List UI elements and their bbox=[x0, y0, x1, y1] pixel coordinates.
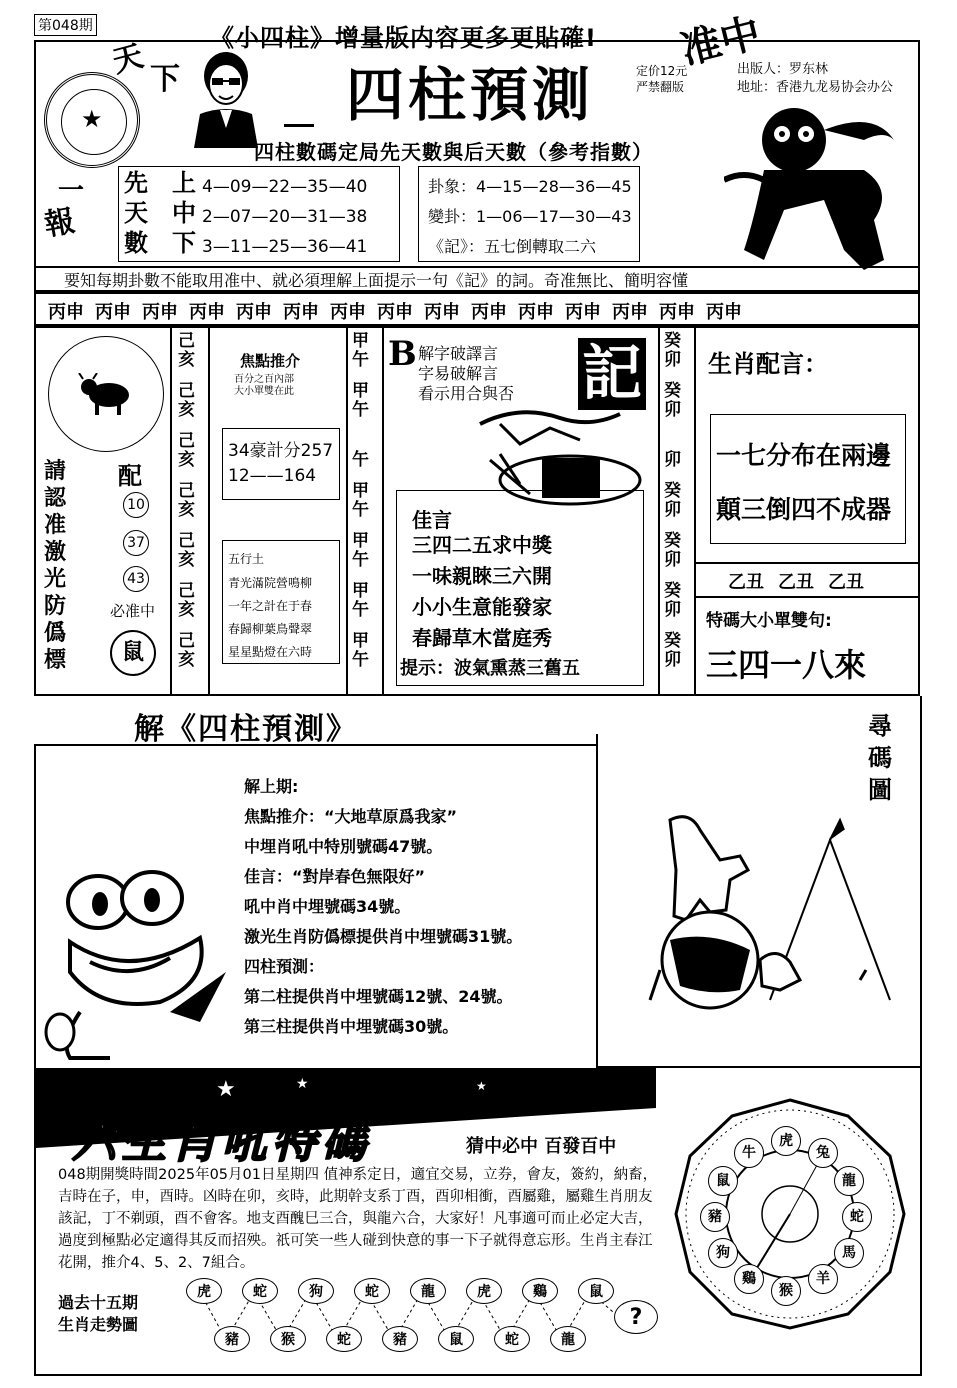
ox-icon bbox=[77, 373, 137, 417]
guimao-divider-left bbox=[658, 326, 660, 696]
jihai-divider-left bbox=[170, 326, 172, 696]
jiayan-hint: 提示：波氣熏蒸三舊五 bbox=[400, 658, 580, 679]
solution-title-underline bbox=[34, 744, 596, 746]
jihai-item: 己亥 bbox=[178, 631, 195, 670]
b-line: 解字破譯言 bbox=[418, 344, 499, 363]
jiayan-lines bbox=[412, 530, 552, 654]
jiawu-item: 甲午 bbox=[352, 631, 369, 670]
anti-fake-char: 標 bbox=[44, 647, 67, 673]
focus-title: 焦點推介 bbox=[240, 352, 301, 370]
side-text bbox=[868, 710, 892, 806]
wheel-item: 龍 bbox=[834, 1166, 864, 1196]
gua-row: 《記》：五七倒轉取二六 bbox=[428, 237, 597, 256]
stamp-char-2: 下 bbox=[150, 62, 180, 97]
camel-scene-image bbox=[630, 800, 900, 1040]
jiayan-line: 春歸草木當庭秀 bbox=[412, 626, 552, 650]
side-char: 尋 bbox=[868, 711, 892, 740]
address-label: 地址：香港九龙易协会办公 bbox=[737, 80, 894, 95]
guimao-item: 癸卯 bbox=[664, 481, 681, 520]
wheel-item: 鷄 bbox=[734, 1264, 764, 1294]
trend-bottom-item: 猴 bbox=[270, 1326, 306, 1352]
ji-character: 記 bbox=[578, 338, 646, 410]
yichou-bottom-divider bbox=[694, 596, 920, 598]
bingshen-item: 丙申 bbox=[95, 302, 131, 323]
solution-line: 第二柱提供肖中埋號碼12號、24號。 bbox=[244, 987, 513, 1006]
jiayan-line: 小小生意能發家 bbox=[412, 595, 552, 619]
zodiac-line1: 一七分布在兩邊 bbox=[716, 441, 892, 470]
jihai-item: 己亥 bbox=[178, 531, 195, 570]
label-tian: 天 bbox=[124, 199, 148, 227]
xiantian-row: 2—07—20—31—38 bbox=[202, 207, 368, 227]
wheel-item: 蛇 bbox=[842, 1202, 872, 1232]
corner-stamp: 准中 bbox=[676, 8, 766, 74]
zodiac-title: 生肖配言： bbox=[708, 350, 828, 378]
top-banner: 《小四柱》增量版内容更多更貼確! bbox=[210, 24, 597, 52]
gua-rows bbox=[428, 172, 632, 262]
wuxing-line: 春歸柳葉鳥聲翠 bbox=[228, 622, 313, 636]
b-line: 字易破解言 bbox=[418, 364, 499, 383]
b-letter: B bbox=[388, 334, 417, 374]
jiayan-title: 佳言 bbox=[412, 508, 452, 532]
trend-bottom-item: 豬 bbox=[214, 1326, 250, 1352]
jiayan-line: 一味親睞三六開 bbox=[412, 564, 552, 588]
script-title: 六生肖吼特碼 bbox=[72, 1117, 372, 1168]
bingshen-item: 丙申 bbox=[48, 302, 84, 323]
ox-badge bbox=[48, 336, 164, 452]
gua-row: 變卦：1—06—17—30—43 bbox=[428, 207, 632, 226]
jiawu-item: 甲午 bbox=[352, 331, 369, 370]
trend-top-item: 蛇 bbox=[354, 1278, 390, 1304]
stamp-char-1: 天 bbox=[108, 38, 147, 81]
label-zhong: 中 bbox=[172, 199, 196, 227]
wheel-item: 馬 bbox=[834, 1238, 864, 1268]
jiayan-line: 三四二五求中獎 bbox=[412, 533, 552, 557]
jiawu-list bbox=[352, 332, 376, 682]
guimao-item: 癸卯 bbox=[664, 581, 681, 620]
yichou-list bbox=[728, 568, 864, 594]
trend-bottom-item: 蛇 bbox=[494, 1326, 530, 1352]
gua-row: 卦象：4—15—28—36—45 bbox=[428, 177, 632, 196]
stamp-char-3: 一 bbox=[58, 176, 85, 206]
right-frame-border bbox=[920, 696, 922, 1066]
jiawu-item: 甲午 bbox=[352, 481, 369, 520]
anti-fake-char: 防 bbox=[44, 593, 67, 619]
pei-label: 配 bbox=[118, 462, 142, 490]
guimao-item: 癸卯 bbox=[664, 531, 681, 570]
wheel-item: 兔 bbox=[808, 1138, 838, 1168]
trend-question: ? bbox=[614, 1300, 658, 1334]
solution-lines bbox=[244, 772, 522, 1042]
focus-sub2: 大小單雙在此 bbox=[234, 386, 294, 397]
yichou-item: 乙丑 bbox=[728, 572, 764, 593]
number-circle: 10 bbox=[123, 492, 149, 518]
bingshen-item: 丙申 bbox=[142, 302, 178, 323]
publisher-label: 出版人：罗东林 bbox=[737, 62, 829, 77]
solution-line: 解上期: bbox=[244, 777, 299, 796]
jihai-list bbox=[178, 332, 202, 682]
stamp-char-4: 報 bbox=[41, 203, 78, 244]
bingshen-item: 丙申 bbox=[236, 302, 272, 323]
side-char: 圖 bbox=[868, 775, 892, 804]
bottom-paragraph: 048期開獎時間2025年05月01日星期四 值神系定日，適宜交易，立券，會友，簽約，納畜，吉時在子，申，酉時。凶時在卯，亥時，此期幹支系丁酉，酉卯相衝，酉屬雞，屬雞生肖朋友該記，丁不剃頭，酉不會客。地支酉醜巳三合，與龍六合，大家好！凡事適可而止必定大吉，過度到極點必定適得其反而招殃。祇可笑一些人碰到快意的事一下子就得意忘形。生肖主春江花開，推介4、5、2、7組合。 bbox=[58, 1167, 658, 1271]
bingshen-item: 丙申 bbox=[189, 302, 225, 323]
slogan: 猜中必中 百發百中 bbox=[466, 1136, 617, 1157]
copyright-label: 严禁翻版 bbox=[636, 80, 685, 94]
solution-line: 中埋肖吼中特別號碼47號。 bbox=[244, 837, 443, 856]
focus-line1: 34豪計分257 bbox=[228, 441, 334, 461]
bingshen-list bbox=[48, 298, 742, 324]
wheel-item: 猴 bbox=[771, 1276, 801, 1306]
jiawu-item: 甲午 bbox=[352, 581, 369, 620]
jiawu-item: 午 bbox=[352, 450, 369, 470]
label-xia: 下 bbox=[172, 229, 196, 257]
number-circle: 43 bbox=[123, 566, 149, 592]
trend-top-item: 鼠 bbox=[578, 1278, 614, 1304]
solution-line: 第三柱提供肖中埋號碼30號。 bbox=[244, 1017, 459, 1036]
subtitle: 四柱數碼定局先天數與后天數（參考指數） bbox=[254, 140, 653, 164]
bingshen-item: 丙申 bbox=[659, 302, 695, 323]
special-text: 三四一八來 bbox=[706, 646, 867, 684]
label-xian: 先 bbox=[124, 169, 148, 197]
guimao-item: 卯 bbox=[664, 450, 681, 470]
solution-line: 激光生肖防僞標提供肖中埋號碼31號。 bbox=[244, 927, 523, 946]
xiantian-right-labels bbox=[172, 168, 196, 258]
wheel-item: 羊 bbox=[808, 1264, 838, 1294]
b-line: 看示用合與否 bbox=[418, 384, 515, 403]
jiawu-divider-right bbox=[382, 326, 384, 696]
solution-title: 解《四柱預測》 bbox=[134, 712, 358, 747]
lion-image bbox=[724, 100, 914, 290]
anti-fake-char: 激 bbox=[44, 539, 67, 565]
bingshen-item: 丙申 bbox=[424, 302, 460, 323]
anti-fake-vertical bbox=[44, 458, 66, 674]
solution-right-border bbox=[596, 734, 598, 1066]
anti-fake-char: 光 bbox=[44, 566, 67, 592]
wheel-item: 豬 bbox=[700, 1202, 730, 1232]
guimao-item: 癸卯 bbox=[664, 331, 681, 370]
trend-bottom-item: 龍 bbox=[550, 1326, 586, 1352]
jihai-item: 己亥 bbox=[178, 581, 195, 620]
solution-line: 吼中肖中埋號碼34號。 bbox=[244, 897, 411, 916]
bizhun-label: 必准中 bbox=[110, 602, 156, 620]
label-shang: 上 bbox=[172, 169, 196, 197]
portrait-image bbox=[186, 48, 266, 148]
bingshen-item: 丙申 bbox=[377, 302, 413, 323]
jiawu-item: 甲午 bbox=[352, 381, 369, 420]
wheel-item: 狗 bbox=[708, 1238, 738, 1268]
svg-text:★: ★ bbox=[216, 1077, 236, 1102]
focus-line2: 12——164 bbox=[228, 466, 317, 486]
xiantian-rows bbox=[202, 172, 367, 262]
wuxing-lines bbox=[228, 572, 312, 664]
jihai-item: 己亥 bbox=[178, 331, 195, 370]
subtitle-dash bbox=[284, 124, 314, 127]
anti-fake-char: 認 bbox=[44, 485, 67, 511]
yichou-item: 乙丑 bbox=[778, 572, 814, 593]
jihai-item: 己亥 bbox=[178, 481, 195, 520]
trend-bottom-item: 豬 bbox=[382, 1326, 418, 1352]
side-char: 碼 bbox=[868, 743, 892, 772]
trend-top-item: 蛇 bbox=[242, 1278, 278, 1304]
xiantian-row: 4—09—22—35—40 bbox=[202, 177, 368, 197]
bingshen-item: 丙申 bbox=[612, 302, 648, 323]
number-circle: 37 bbox=[123, 530, 149, 556]
anti-fake-char: 准 bbox=[44, 512, 67, 538]
wuxing-title: 五行土 bbox=[228, 552, 265, 566]
jihai-divider-right bbox=[208, 326, 210, 696]
notice-text: 要知每期卦數不能取用准中、就必須理解上面提示一句《記》的詞。奇准無比、簡明容懂 bbox=[64, 271, 689, 290]
trend-top-item: 鷄 bbox=[522, 1278, 558, 1304]
solution-line: 四柱預測： bbox=[244, 957, 325, 976]
bingshen-item: 丙申 bbox=[518, 302, 554, 323]
wheel-item: 鼠 bbox=[708, 1166, 738, 1196]
guimao-item: 癸卯 bbox=[664, 631, 681, 670]
past-label-1: 過去十五期 bbox=[58, 1293, 139, 1312]
jihai-item: 己亥 bbox=[178, 381, 195, 420]
bingshen-item: 丙申 bbox=[565, 302, 601, 323]
main-title: 四柱預測 bbox=[346, 61, 595, 129]
wheel-item: 虎 bbox=[771, 1126, 801, 1156]
bingshen-item: 丙申 bbox=[283, 302, 319, 323]
yichou-item: 乙丑 bbox=[828, 572, 864, 593]
guimao-list bbox=[664, 332, 688, 682]
trend-top-item: 龍 bbox=[410, 1278, 446, 1304]
animal-circle: 鼠 bbox=[110, 630, 156, 676]
solution-line: 佳言：“對岸春色無限好” bbox=[244, 867, 426, 886]
stamp-star-icon: ★ bbox=[81, 105, 103, 133]
jiawu-item: 甲午 bbox=[352, 531, 369, 570]
xiantian-row: 3—11—25—36—41 bbox=[202, 237, 368, 257]
label-shu: 數 bbox=[124, 229, 148, 257]
trend-bottom-item: 蛇 bbox=[326, 1326, 362, 1352]
wuxing-line: 一年之計在于春 bbox=[228, 599, 313, 613]
wuxing-line: 青光滿院營鳴柳 bbox=[228, 576, 313, 590]
svg-text:★: ★ bbox=[476, 1079, 487, 1093]
wheel-item: 牛 bbox=[734, 1138, 764, 1168]
solution-line: 焦點推介：“大地草原爲我家” bbox=[244, 807, 458, 826]
focus-sub1: 百分之百內部 bbox=[234, 374, 294, 385]
zodiac-line2: 顛三倒四不成器 bbox=[716, 495, 892, 524]
bingshen-item: 丙申 bbox=[706, 302, 742, 323]
solution-left-border bbox=[34, 744, 36, 1066]
issue-label: 第048期 bbox=[34, 14, 97, 36]
price-label: 定价12元 bbox=[636, 64, 688, 78]
bingshen-item: 丙申 bbox=[471, 302, 507, 323]
anti-fake-char: 僞 bbox=[44, 620, 67, 646]
past-label-2: 生肖走勢圖 bbox=[58, 1315, 139, 1334]
trend-bottom-item: 鼠 bbox=[438, 1326, 474, 1352]
trend-top-item: 狗 bbox=[298, 1278, 334, 1304]
trend-top-item: 虎 bbox=[186, 1278, 222, 1304]
special-title: 特碼大小單雙句: bbox=[706, 611, 832, 631]
guimao-divider-right bbox=[694, 326, 696, 696]
jihai-item: 己亥 bbox=[178, 431, 195, 470]
wuxing-line: 星星點燈在六時 bbox=[228, 645, 313, 659]
anti-fake-char: 請 bbox=[44, 458, 67, 484]
bingshen-item: 丙申 bbox=[330, 302, 366, 323]
jiawu-divider-left bbox=[346, 326, 348, 696]
cartoon-image bbox=[40, 862, 230, 1062]
guimao-item: 癸卯 bbox=[664, 381, 681, 420]
svg-text:★: ★ bbox=[296, 1076, 309, 1092]
red-stamp bbox=[44, 72, 140, 168]
trend-top-item: 虎 bbox=[466, 1278, 502, 1304]
yichou-top-divider bbox=[694, 562, 920, 564]
xiantian-left-labels bbox=[124, 168, 148, 258]
